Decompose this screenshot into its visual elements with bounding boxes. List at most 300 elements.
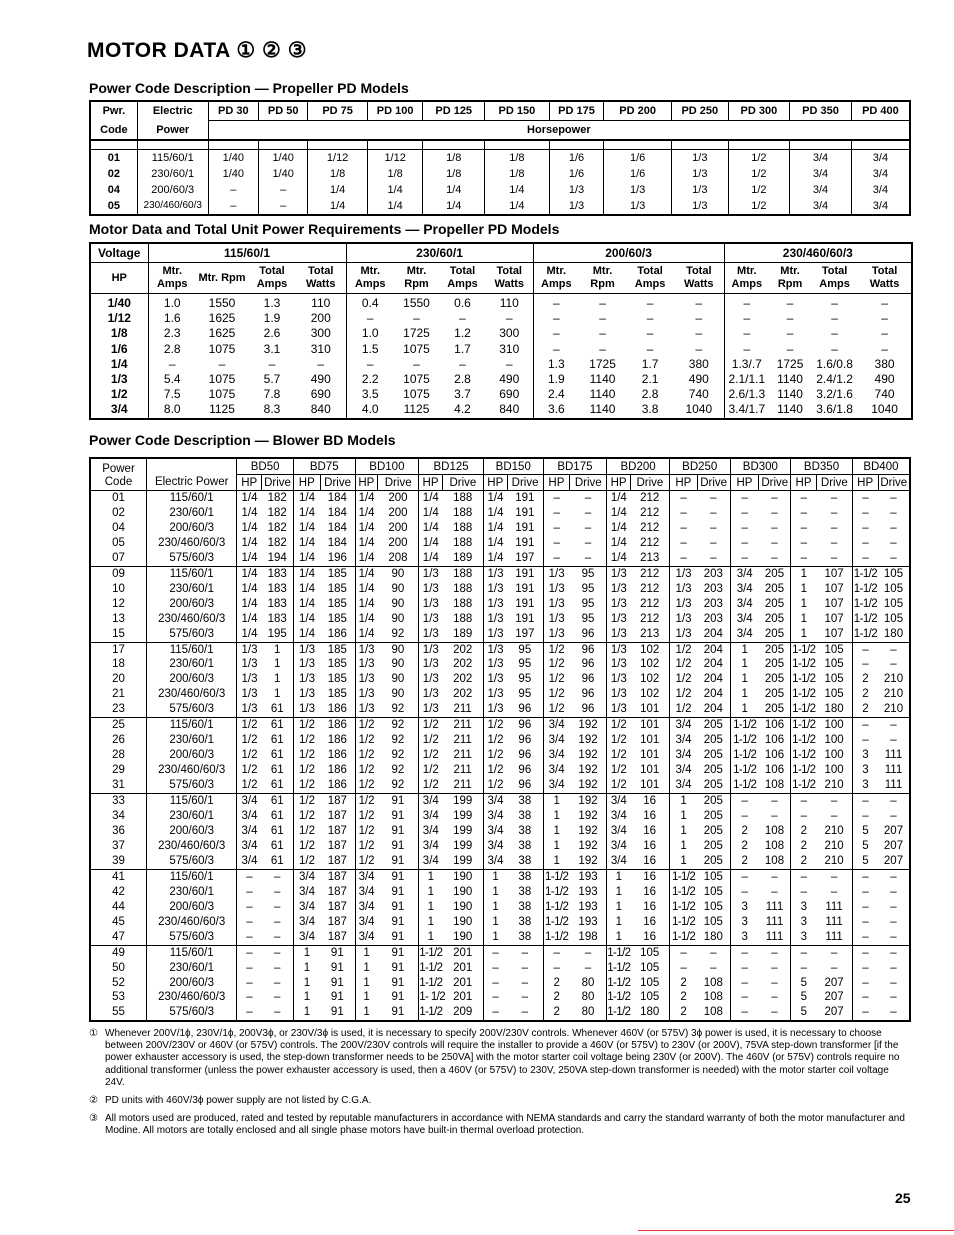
data-cell: 1/3 (293, 702, 320, 717)
data-cell: 210 (824, 854, 844, 867)
data-cell: 1/2 (669, 642, 697, 657)
data-cell: 61 (270, 734, 284, 747)
data-cell: 188 (453, 506, 473, 519)
data-cell: 1 (669, 794, 697, 809)
data-cell: – (724, 326, 769, 341)
data-cell: 212 (640, 506, 660, 519)
data-cell: 205 (764, 597, 785, 610)
hp-value: 1/8 (110, 326, 128, 341)
data-cell: 105 (703, 915, 723, 928)
model-header: BD350 (791, 458, 853, 475)
data-cell: 91 (391, 900, 405, 913)
data-cell: 180 (883, 627, 904, 640)
data-cell: 1/4 (355, 597, 378, 612)
table-row (90, 551, 910, 566)
data-cell: 16 (630, 794, 669, 809)
hp-subheader: HP (852, 475, 878, 491)
data-cell: 199 (442, 794, 483, 809)
data-cell: 1/4 (355, 536, 378, 551)
data-cell: – (695, 296, 703, 311)
data-cell: 1/4 (293, 491, 320, 506)
electric-power: 200/60/3 (147, 672, 237, 687)
power-code: 55 (112, 1006, 125, 1019)
data-cell: 1.3/.7 (724, 357, 769, 372)
data-cell: 1/2 (483, 778, 507, 793)
data-cell: 1-1/2 (792, 764, 816, 777)
data-cell: – (262, 945, 294, 960)
data-cell: 212 (640, 492, 660, 504)
data-cell: 185 (327, 597, 347, 610)
data-cell: 1/3 (419, 702, 443, 717)
data-cell: – (786, 296, 794, 311)
data-cell: 3.8 (641, 402, 659, 417)
propeller-motor-data-table (89, 242, 913, 420)
data-cell: 690 (310, 387, 331, 402)
data-cell: 185 (327, 673, 347, 686)
data-cell: 107 (824, 597, 844, 610)
data-cell: – (830, 506, 838, 519)
data-cell: 95 (518, 688, 532, 701)
power-code: 13 (112, 612, 125, 625)
data-cell: 188 (453, 521, 473, 534)
data-cell: 202 (453, 673, 473, 686)
data-cell: 91 (391, 1006, 405, 1019)
data-cell: 1/3 (607, 566, 631, 581)
data-cell: 107 (816, 566, 852, 581)
data-cell: 1 (355, 961, 378, 976)
data-cell: 1-1/2 (792, 643, 816, 656)
data-cell: 310 (310, 341, 331, 356)
data-cell: 92 (391, 764, 405, 777)
data-cell: 1 (293, 976, 320, 991)
data-cell: – (646, 326, 654, 341)
data-cell: – (237, 945, 262, 960)
data-cell: 1/4 (355, 566, 378, 581)
data-cell: – (521, 1006, 529, 1019)
data-cell: – (881, 296, 888, 311)
power-code: 49 (90, 945, 147, 960)
data-cell: 3/4 (419, 809, 443, 824)
data-cell: 840 (499, 402, 520, 417)
drive-subheader: Drive (816, 475, 852, 491)
data-cell: 1.6 (148, 311, 196, 326)
data-cell: 1-1/2 (792, 749, 816, 762)
drive-subheader: Drive (630, 475, 669, 491)
horsepower-cell: 1/8 (423, 166, 485, 182)
data-cell: 1/3 (669, 627, 697, 642)
data-cell: 2.4 (533, 387, 579, 402)
data-cell: 38 (518, 824, 532, 837)
horsepower-cell: 1/4 (367, 198, 422, 215)
data-cell: 197 (515, 627, 535, 640)
data-cell: 95 (581, 582, 595, 595)
data-cell: 205 (703, 734, 723, 747)
footer-rule (638, 1230, 954, 1231)
data-cell: 3/4 (355, 900, 378, 915)
table-row (90, 702, 910, 717)
data-cell: 1 (730, 657, 759, 672)
data-cell: 2 (730, 854, 759, 869)
table1-heading: Power Code Description — Propeller PD Models (89, 80, 409, 96)
horsepower-cell: 1/40 (259, 150, 308, 167)
data-cell: 3/4 (669, 778, 697, 793)
hp-subheader: HP (791, 475, 817, 491)
data-cell: 16 (643, 885, 657, 898)
data-cell: 105 (640, 961, 660, 974)
data-cell: 193 (570, 869, 607, 884)
data-cell: 1/2 (293, 763, 320, 778)
data-cell: 183 (267, 597, 287, 610)
data-cell: – (890, 961, 897, 974)
horsepower-cell: 1/3 (604, 182, 672, 198)
model-header: BD100 (355, 458, 419, 475)
data-cell: 90 (391, 582, 405, 595)
table-row (90, 402, 912, 418)
power-code: 17 (90, 642, 147, 657)
horsepower-cell: – (208, 198, 258, 215)
data-cell: 187 (327, 810, 347, 823)
data-cell: 95 (570, 566, 607, 581)
data-cell: 187 (327, 885, 347, 898)
data-cell: – (831, 341, 838, 356)
data-cell: 1 (791, 597, 817, 612)
data-cell: 1140 (777, 372, 803, 387)
data-cell: 3/4 (293, 930, 320, 945)
data-cell: 80 (581, 976, 595, 989)
data-cell: 1-1/2 (545, 870, 569, 883)
data-cell: 1/4 (293, 582, 320, 597)
data-cell: 90 (391, 658, 405, 671)
horsepower-cell: 1/4 (423, 198, 485, 215)
data-cell: 1/4 (237, 551, 262, 566)
data-cell: 1 (483, 930, 507, 945)
data-cell: 105 (640, 976, 660, 989)
data-cell: 3 (730, 930, 759, 945)
data-cell: – (878, 869, 910, 884)
data-cell: – (584, 536, 592, 549)
table-row (90, 824, 910, 839)
data-cell: 1/4 (355, 551, 378, 566)
data-cell: 1/2 (293, 718, 320, 733)
data-cell: – (543, 536, 570, 551)
data-cell: – (878, 945, 910, 960)
drive-subheader: Drive (507, 475, 543, 491)
data-cell: – (505, 356, 513, 371)
data-cell: 1/4 (483, 491, 507, 506)
table-row (90, 311, 912, 326)
data-cell: 1 (791, 566, 817, 581)
data-cell: 1.9 (263, 311, 281, 326)
data-cell: – (852, 915, 878, 930)
data-cell: 91 (391, 885, 405, 898)
data-cell: 1-1/2 (853, 612, 878, 625)
power-code: 21 (112, 688, 125, 701)
electric-power: 230/460/60/3 (147, 839, 237, 854)
drive-subheader: Drive (570, 475, 607, 491)
data-cell: 205 (703, 824, 723, 837)
data-cell: 189 (453, 551, 473, 564)
horsepower-cell: 1/6 (549, 166, 603, 182)
data-cell: 190 (442, 869, 483, 884)
data-cell: 205 (764, 673, 785, 686)
table-row (90, 521, 910, 536)
data-cell: 61 (270, 749, 284, 762)
data-cell: 38 (518, 900, 532, 913)
data-cell: 91 (330, 1006, 344, 1019)
data-cell: 2 (669, 976, 697, 991)
data-cell: – (878, 642, 910, 657)
data-cell: 300 (499, 326, 520, 341)
data-cell: 1 (669, 839, 697, 854)
table-row (90, 198, 910, 215)
data-cell: 1-1/2 (852, 627, 878, 642)
data-cell: 16 (643, 854, 657, 867)
data-cell: 3/4 (607, 824, 631, 839)
model-header: PD 30 (208, 101, 258, 121)
data-cell: 1/3 (483, 702, 507, 717)
data-cell: – (148, 357, 196, 372)
data-cell: 3 (730, 915, 759, 930)
spacer-cell (308, 140, 368, 150)
data-cell: 211 (453, 779, 472, 792)
data-cell: 1-1/2 (607, 976, 631, 989)
data-cell: – (730, 869, 759, 884)
data-cell: – (695, 326, 703, 341)
data-cell: 205 (703, 779, 723, 792)
power-code: 52 (112, 976, 125, 989)
data-cell: – (831, 311, 838, 326)
model-header: PD 250 (672, 101, 729, 121)
data-cell: 1140 (777, 402, 803, 417)
horsepower-cell: 1/2 (728, 150, 790, 167)
data-cell: 61 (270, 839, 284, 852)
data-cell: 1125 (209, 402, 235, 417)
data-cell: 1/2 (607, 718, 631, 733)
table-row (90, 672, 910, 687)
data-cell: 105 (816, 642, 852, 657)
data-cell: 204 (703, 673, 723, 686)
data-cell: – (852, 506, 878, 521)
data-cell: – (669, 536, 697, 551)
data-cell: – (830, 885, 838, 898)
table-row (90, 748, 910, 763)
model-header: PD 50 (259, 101, 308, 121)
power-code: 04 (107, 184, 120, 196)
data-cell: 105 (824, 673, 844, 686)
power-code: 26 (112, 734, 125, 747)
horsepower-subheader: Horsepower (208, 121, 910, 141)
spacer-cell (90, 140, 137, 150)
data-cell: 490 (499, 372, 520, 387)
data-cell: 690 (499, 387, 520, 402)
model-header: PD 150 (485, 101, 550, 121)
data-cell: 1/3 (355, 657, 378, 672)
table-row (90, 945, 910, 960)
horsepower-cell: 1/8 (485, 166, 550, 182)
horsepower-cell: 1/3 (672, 166, 729, 182)
data-cell: – (786, 341, 794, 356)
data-cell: 1 (791, 627, 817, 642)
data-cell: 490 (310, 372, 331, 387)
data-cell: – (521, 991, 529, 1004)
data-cell: 1.0 (148, 294, 196, 312)
data-cell: 188 (442, 566, 483, 581)
data-cell: 2.2 (346, 372, 394, 387)
data-cell: 7.5 (148, 387, 196, 402)
power-code: 01 (90, 150, 137, 167)
data-cell: 111 (825, 900, 843, 913)
data-cell: 1-1/2 (730, 733, 759, 748)
data-cell: 107 (824, 582, 844, 595)
data-cell: 1/4 (419, 551, 443, 566)
data-cell: – (830, 521, 838, 534)
data-cell: 1 (355, 945, 378, 960)
data-cell: 1/3 (355, 672, 378, 687)
data-cell: – (890, 885, 897, 898)
data-cell: 205 (759, 566, 791, 581)
data-cell: 3/4 (355, 930, 378, 945)
data-cell: – (599, 296, 606, 311)
data-cell: 5 (791, 1005, 817, 1021)
data-cell: 1-1/2 (669, 915, 697, 930)
data-cell: – (890, 658, 897, 671)
data-cell: – (669, 506, 697, 521)
data-cell: 2.4/1.2 (816, 372, 853, 387)
data-cell: 1 (543, 824, 570, 839)
data-cell: 1/4 (237, 536, 262, 551)
data-cell: – (852, 900, 878, 915)
table-row (90, 778, 910, 793)
power-code: 36 (112, 824, 125, 837)
data-cell: – (852, 521, 878, 536)
data-cell: 61 (270, 764, 284, 777)
data-cell: 1 (543, 854, 570, 869)
data-cell: 208 (388, 551, 408, 564)
footnote-text: Whenever 200V/1ϕ, 230V/1ϕ, 200V3ϕ, or 230V/3ϕ is used, it is necessary to specify 200V/230V controls. Whenever 460V (or 575V) 3ϕ power is used, it is necessary to choose between 200V/230V or 460V (or 575V) controls. The 200V/230V controls will require the installer to provide a 460V (or 575V) to 230V (or 200V), 75VA step-down transformer [if the power exhauster accessory is used, the step-down transformer needs to be 250VA] with the motor starter coil voltage being 230V (or 200V). The 460V (or 575V) controls require no additional transformer (unless the power exhauster accessory is used, then a 460V (or 575V) to 230V, 250VA step-down transformer is needed) with the motor starter coil voltage 24V. (105, 1028, 900, 1088)
spacer-cell (851, 140, 910, 150)
power-code: 05 (112, 536, 125, 549)
data-cell: 1- 1/2 (419, 991, 446, 1004)
column-header: Mtr. Amps (148, 263, 196, 294)
data-cell: 1/4 (355, 627, 378, 642)
data-cell: 190 (453, 915, 473, 928)
data-cell: 1-1/2 (545, 915, 569, 928)
data-cell: 90 (391, 597, 405, 610)
data-cell: 185 (327, 612, 347, 625)
data-cell: – (533, 326, 579, 341)
data-cell: 1/3 (419, 597, 443, 612)
electric-power: 115/60/1 (147, 869, 237, 884)
data-cell: 188 (453, 536, 473, 549)
footnote-marker: ① (89, 1028, 98, 1039)
drive-subheader: Drive (759, 475, 791, 491)
data-cell: 1 (274, 673, 281, 686)
data-cell: 212 (640, 582, 660, 595)
data-cell: 96 (581, 688, 595, 701)
electric-power: 575/60/3 (147, 1005, 237, 1021)
data-cell: – (730, 491, 759, 506)
data-cell: 199 (453, 810, 473, 823)
data-cell: 192 (578, 810, 598, 823)
data-cell: 61 (262, 718, 294, 733)
data-cell: 3/4 (355, 869, 378, 884)
data-cell: 1/4 (355, 491, 378, 506)
data-cell: 207 (883, 854, 904, 867)
data-cell: 1/3 (669, 612, 697, 627)
data-cell: – (830, 810, 838, 823)
data-cell: – (570, 945, 607, 960)
data-cell: 1/2 (355, 839, 378, 854)
data-cell: 1-1/2 (669, 900, 697, 915)
data-cell: 186 (327, 627, 347, 640)
data-cell: 3/4 (355, 915, 378, 930)
data-cell: 186 (327, 779, 347, 792)
data-cell: 2.8 (148, 342, 196, 357)
data-cell: 184 (327, 506, 347, 519)
data-cell: – (533, 311, 579, 326)
horsepower-cell: 1/4 (308, 198, 368, 215)
table-row (90, 718, 910, 733)
model-header: PD 75 (308, 101, 368, 121)
data-cell: – (584, 961, 592, 974)
data-cell: – (791, 794, 817, 809)
data-cell: 101 (640, 749, 660, 762)
data-cell: 185 (327, 582, 347, 595)
data-cell: 2 (852, 702, 878, 717)
data-cell: 1/2 (483, 748, 507, 763)
power-code: 02 (112, 506, 125, 519)
model-header: BD125 (419, 458, 484, 475)
data-cell: 1/4 (237, 521, 262, 536)
data-cell: 3.2/1.6 (816, 387, 853, 402)
electric-power: 200/60/3 (147, 976, 237, 991)
data-cell: 180 (640, 1006, 660, 1019)
data-cell: 192 (578, 824, 598, 837)
data-cell: 186 (327, 703, 347, 716)
horsepower-cell: – (208, 182, 258, 198)
electric-power: 575/60/3 (147, 627, 237, 642)
data-cell: 1/3 (543, 627, 570, 642)
data-cell: – (771, 492, 778, 504)
data-cell: 7.8 (263, 387, 281, 402)
data-cell: 205 (764, 582, 785, 595)
data-cell: 3/4 (237, 794, 262, 809)
data-cell: 16 (643, 915, 657, 928)
data-cell: 38 (518, 854, 532, 867)
data-cell: 1.7 (454, 341, 471, 356)
data-cell: 1-1/2 (669, 869, 697, 884)
data-cell: 91 (391, 824, 405, 837)
data-cell: 100 (824, 749, 844, 762)
table-row (90, 387, 912, 402)
data-cell: 1/2 (293, 778, 320, 793)
data-cell: 105 (703, 885, 723, 898)
data-cell: – (890, 1006, 897, 1019)
table-row (90, 182, 910, 198)
data-cell: 1.3 (533, 357, 579, 372)
data-cell: 1/2 (543, 657, 570, 672)
data-cell: 187 (327, 930, 347, 943)
data-cell: 1075 (403, 387, 430, 402)
data-cell: 1 (355, 990, 378, 1005)
data-cell: 1725 (589, 356, 616, 371)
footnote-marker: ③ (89, 1113, 98, 1124)
data-cell: – (771, 536, 778, 549)
data-cell: 211 (453, 703, 472, 716)
data-cell: 2 (543, 990, 570, 1005)
data-cell: 102 (640, 658, 660, 671)
horsepower-cell: 1/12 (367, 150, 422, 167)
